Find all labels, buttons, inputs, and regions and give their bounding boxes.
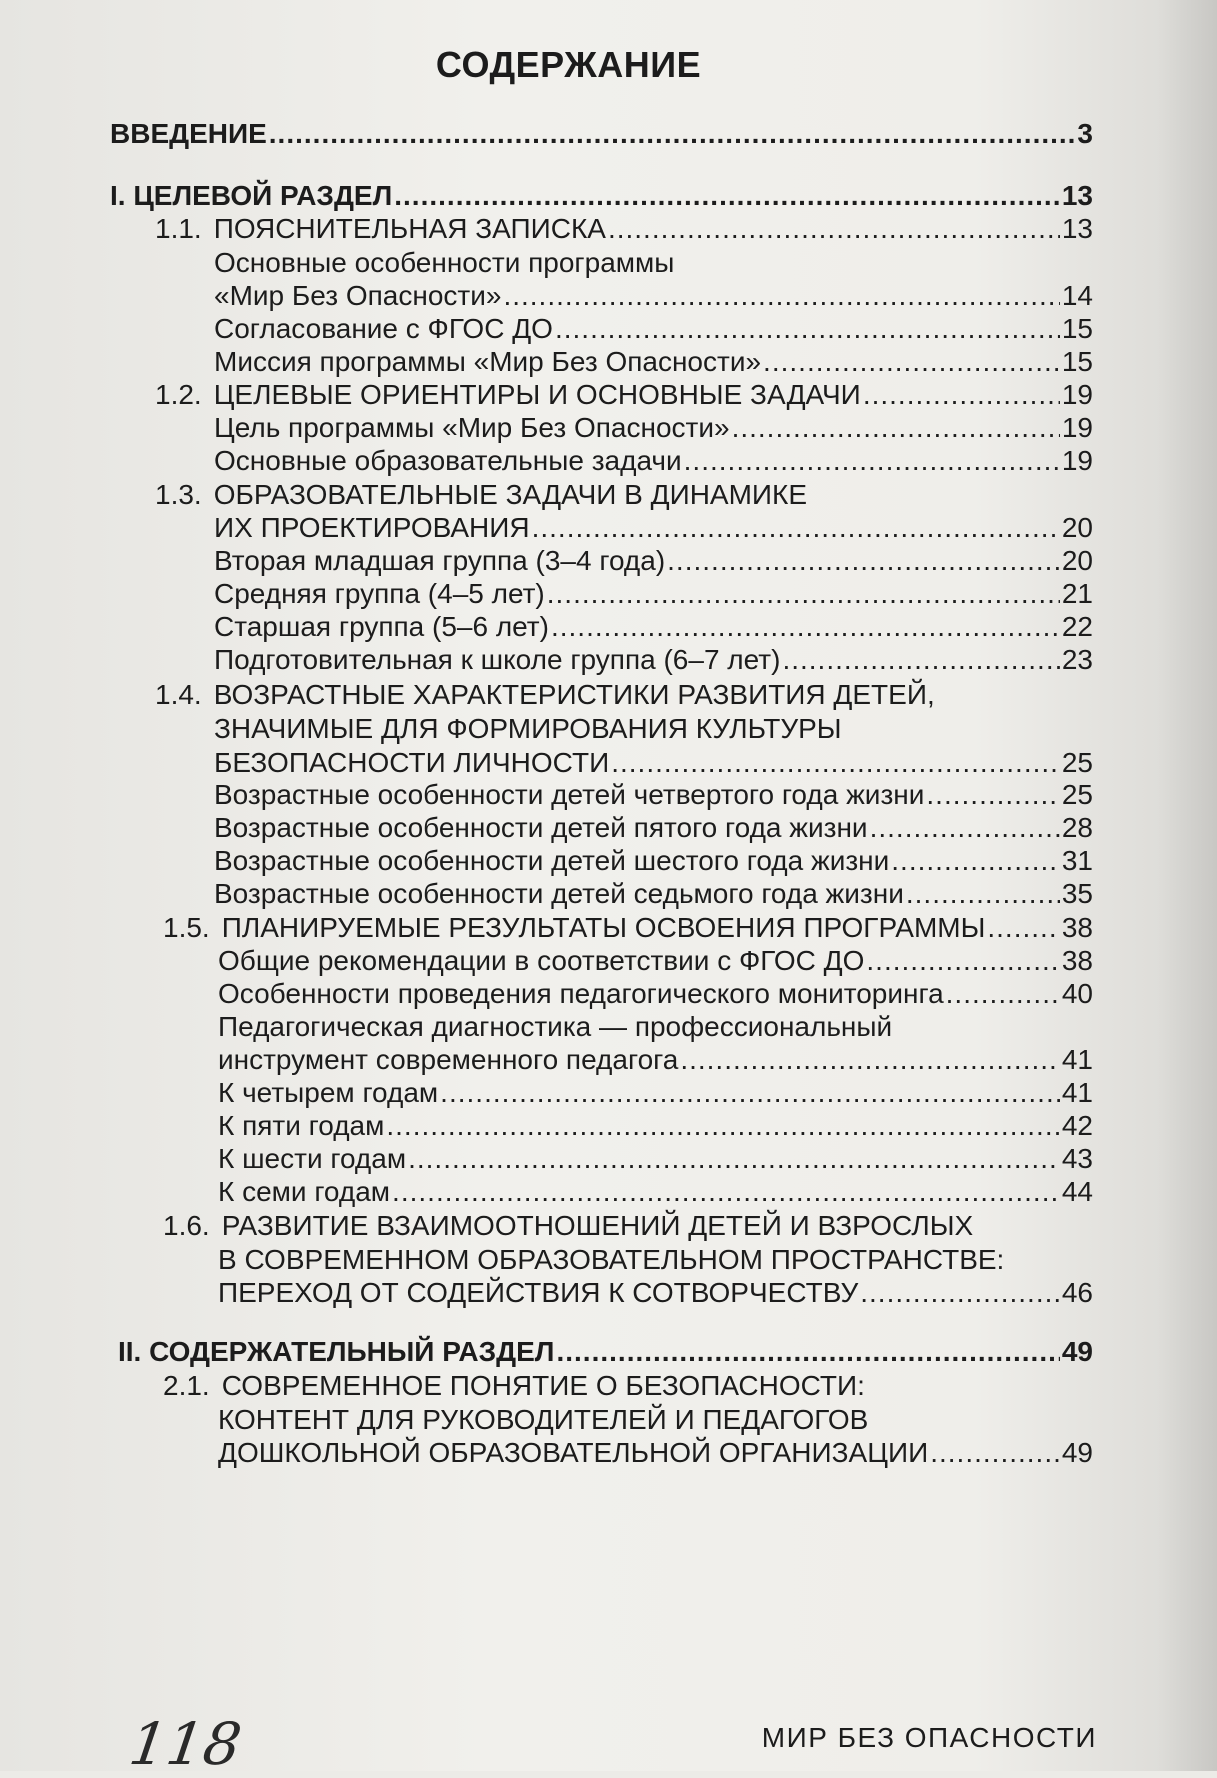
- toc-entry-title: Цель программы «Мир Без Опасности»: [214, 412, 730, 443]
- toc-entry-title: Особенности проведения педагогического мониторинга: [218, 978, 944, 1009]
- toc-entry-page: 21: [1061, 578, 1093, 609]
- toc-entry-title: Подготовительная к школе группа (6–7 лет): [214, 644, 781, 675]
- toc-entry-page: 40: [1061, 978, 1093, 1009]
- toc-entry-title: Общие рекомендации в соответствии с ФГОС ДО: [218, 945, 865, 976]
- toc-entry: [155, 207, 1093, 245]
- toc-entry-title: ПЛАНИРУЕМЫЕ РЕЗУЛЬТАТЫ ОСВОЕНИЯ ПРОГРАММЫ: [221, 912, 986, 943]
- toc-entry-page: 19: [1061, 445, 1093, 476]
- toc-entry-title: Возрастные особенности детей шестого года жизни: [214, 845, 890, 876]
- toc-leader-dots: [269, 118, 1076, 150]
- page-title: СОДЕРЖАНИЕ: [435, 44, 702, 85]
- toc-entry-page: 31: [1061, 845, 1093, 876]
- toc-entry-title: ДОШКОЛЬНОЙ ОБРАЗОВАТЕЛЬНОЙ ОРГАНИЗАЦИИ: [218, 1437, 929, 1468]
- toc-entry-page: 22: [1061, 611, 1093, 642]
- toc-entry-page: 38: [1061, 945, 1093, 976]
- toc-entry-title: В СОВРЕМЕННОМ ОБРАЗОВАТЕЛЬНОМ ПРОСТРАНСТВЕ:: [218, 1244, 1005, 1275]
- toc-entry-title: Основные особенности программы: [214, 247, 675, 278]
- toc-entry-title: Возрастные особенности детей четвертого года жизни: [214, 779, 925, 810]
- toc-entry-page: 15: [1061, 313, 1093, 344]
- toc-entry-page: 15: [1061, 346, 1093, 377]
- toc-entry-title: ПЕРЕХОД ОТ СОДЕЙСТВИЯ К СОТВОРЧЕСТВУ: [218, 1277, 859, 1308]
- toc-entry-title: ИХ ПРОЕКТИРОВАНИЯ: [214, 512, 530, 543]
- toc-entry-title: К шести годам: [218, 1143, 407, 1174]
- toc-entry: [163, 1364, 1093, 1402]
- toc-entry-title: ЦЕЛЕВЫЕ ОРИЕНТИРЫ И ОСНОВНЫЕ ЗАДАЧИ: [213, 379, 861, 410]
- toc-entry-page: 13: [1061, 213, 1093, 244]
- toc-entry-title: «Мир Без Опасности»: [214, 280, 502, 311]
- toc-entry-title: К пяти годам: [218, 1110, 385, 1141]
- toc-entry-title: ВВЕДЕНИЕ: [110, 118, 267, 149]
- toc-entry-page: 19: [1061, 412, 1093, 443]
- toc-entry: [218, 1271, 1093, 1309]
- toc-entry: [214, 872, 1093, 910]
- page-gutter-shadow: [1157, 0, 1217, 1771]
- toc-entry-page: 41: [1061, 1044, 1093, 1075]
- toc-entry-page: 23: [1061, 644, 1093, 675]
- toc-entry-title: I. ЦЕЛЕВОЙ РАЗДЕЛ: [110, 180, 393, 211]
- toc-entry-title: РАЗВИТИЕ ВЗАИМООТНОШЕНИЙ ДЕТЕЙ И ВЗРОСЛЫХ: [221, 1210, 974, 1241]
- toc-entry-title: СОВРЕМЕННОЕ ПОНЯТИЕ О БЕЗОПАСНОСТИ:: [221, 1370, 865, 1401]
- toc-entry-page: 35: [1061, 878, 1093, 909]
- toc-entry-number: 2.1.: [163, 1370, 210, 1401]
- running-footer-title: МИР БЕЗ ОПАСНОСТИ: [761, 1722, 1097, 1753]
- toc-entry-page: 3: [1077, 118, 1093, 149]
- toc-entry-title: ПОЯСНИТЕЛЬНАЯ ЗАПИСКА: [213, 213, 606, 244]
- toc-entry-title: К четырем годам: [218, 1077, 439, 1108]
- toc-entry-title: Старшая группа (5–6 лет): [214, 611, 549, 642]
- toc-entry-number: 1.2.: [155, 379, 202, 410]
- toc-entry-page: 43: [1061, 1143, 1093, 1174]
- toc-entry-page: 25: [1061, 747, 1093, 778]
- toc-entry-number: 1.5.: [163, 912, 210, 943]
- toc-entry-title: Основные образовательные задачи: [214, 445, 682, 476]
- toc-entry: [110, 112, 1093, 150]
- toc-entry-title: Согласование с ФГОС ДО: [214, 313, 553, 344]
- toc-entry: [155, 673, 1093, 711]
- toc-entry-title: Возрастные особенности детей пятого года жизни: [214, 812, 868, 843]
- toc-entry: [118, 1330, 1093, 1368]
- toc-entry-page: 44: [1061, 1176, 1093, 1207]
- toc-entry-number: 1.3.: [155, 479, 202, 510]
- toc-entry-title: К семи годам: [218, 1176, 391, 1207]
- toc-entry-title: инструмент современного педагога: [218, 1044, 679, 1075]
- toc-entry-page: 14: [1061, 280, 1093, 311]
- handwritten-page-number: 118: [125, 1710, 246, 1778]
- toc-entry-number: 1.6.: [163, 1210, 210, 1241]
- toc-entry-page: 49: [1061, 1336, 1093, 1367]
- toc-entry-number: 1.4.: [155, 679, 202, 710]
- toc-leader-dots: [782, 644, 1059, 676]
- toc-entry-page: 49: [1061, 1437, 1093, 1468]
- toc-entry-title: ВОЗРАСТНЫЕ ХАРАКТЕРИСТИКИ РАЗВИТИЯ ДЕТЕЙ,: [213, 679, 935, 710]
- toc-entry-page: 13: [1061, 180, 1093, 211]
- toc-entry: [218, 1170, 1093, 1208]
- toc-entry-title: БЕЗОПАСНОСТИ ЛИЧНОСТИ: [214, 747, 610, 778]
- toc-entry-title: II. СОДЕРЖАТЕЛЬНЫЙ РАЗДЕЛ: [118, 1336, 555, 1367]
- toc-entry-title: Педагогическая диагностика — профессиональный: [218, 1011, 893, 1042]
- toc-entry-page: 19: [1061, 379, 1093, 410]
- toc-entry-page: 41: [1061, 1077, 1093, 1108]
- toc-entry-title: ОБРАЗОВАТЕЛЬНЫЕ ЗАДАЧИ В ДИНАМИКЕ: [213, 479, 808, 510]
- toc-entry-title: КОНТЕНТ ДЛЯ РУКОВОДИТЕЛЕЙ И ПЕДАГОГОВ: [218, 1404, 869, 1435]
- toc-entry-title: Средняя группа (4–5 лет): [214, 578, 545, 609]
- toc-entry: [214, 638, 1093, 676]
- toc-entry-page: 25: [1061, 779, 1093, 810]
- toc-leader-dots: [930, 1437, 1060, 1469]
- toc-entry: [214, 707, 1093, 745]
- toc-entry: [163, 1204, 1093, 1242]
- toc-entry-page: 38: [1061, 912, 1093, 943]
- toc-entry-page: 20: [1061, 545, 1093, 576]
- toc-entry-title: Миссия программы «Мир Без Опасности»: [214, 346, 762, 377]
- toc-entry-title: Вторая младшая группа (3–4 года): [214, 545, 666, 576]
- toc-entry: [214, 439, 1093, 477]
- toc-entry-title: Возрастные особенности детей седьмого года жизни: [214, 878, 904, 909]
- toc-leader-dots: [860, 1277, 1060, 1309]
- toc-entry-number: 1.1.: [155, 213, 202, 244]
- toc-entry-title: ЗНАЧИМЫЕ ДЛЯ ФОРМИРОВАНИЯ КУЛЬТУРЫ: [214, 713, 842, 744]
- toc-entry-page: 46: [1061, 1277, 1093, 1308]
- toc-entry-page: 20: [1061, 512, 1093, 543]
- toc-entry: [218, 1431, 1093, 1469]
- toc-entry-page: 42: [1061, 1110, 1093, 1141]
- toc-entry-page: 28: [1061, 812, 1093, 843]
